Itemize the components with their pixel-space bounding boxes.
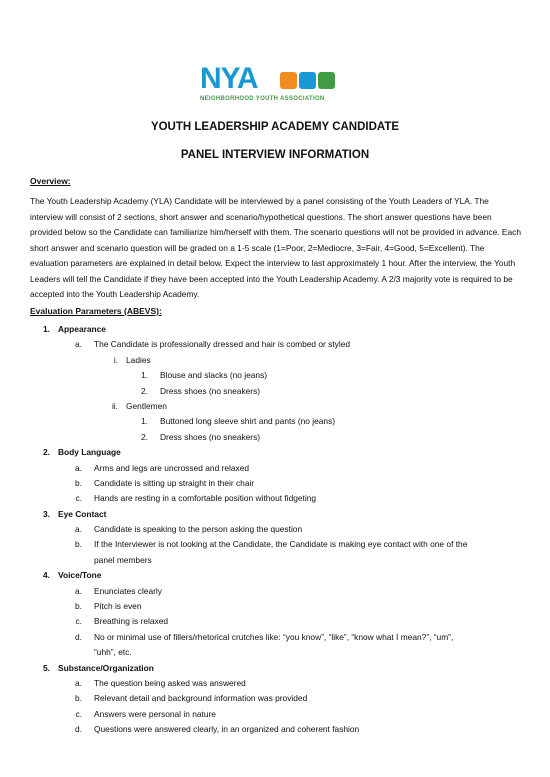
list-marker: 1.	[43, 324, 50, 334]
overview-heading: Overview:	[30, 176, 71, 186]
list-item	[0, 630, 550, 645]
list-marker: 5.	[43, 662, 50, 673]
list-marker: 2.	[43, 447, 50, 458]
list-item	[0, 537, 550, 552]
list-text: Gentlemen	[126, 400, 167, 411]
list-marker: 1.	[141, 416, 148, 427]
list-text: Hands are resting in a comfortable position without fidgeting	[94, 493, 317, 504]
list-text: Candidate is sitting up straight in their chair	[94, 477, 255, 488]
list-marker: a.	[75, 677, 82, 688]
list-text: Candidate is speaking to the person asking the question	[94, 524, 303, 535]
list-marker: i.	[113, 354, 118, 365]
list-text: Body Language	[58, 447, 121, 458]
list-item	[0, 491, 550, 506]
list-text: Voice/Tone	[58, 570, 102, 581]
list-item	[0, 384, 550, 399]
list-item	[0, 584, 550, 599]
document-title: YOUTH LEADERSHIP ACADEMY CANDIDATE	[150, 121, 400, 133]
overview-paragraph: The Youth Leadership Academy (YLA) Candidate will be interviewed by a panel consisting of the Youth Leaders of YLA. The interview will consist of 2 sections, short answer and scenario/hypothetical questions. The short answer questions have been provided below so the Candidate can familiarize him/herself with them. The scenario questions will not be provided in advance. Each short answer and scenario question will be graded on a 1-5 scale (1=Poor, 2=Mediocre, 3=Fair, 4=Good, 5=Excellent). The evaluation parameters are explained in detail below. Expect the interview to last approximately 1 hour. After the interview, the Youth Leaders will tell the Candidate if they have been accepted into the Youth Leadership Academy. A 2/3 majority vote is required to be accepted into the Youth Leadership Academy.	[30, 196, 521, 299]
list-item	[0, 399, 550, 414]
list-item	[0, 507, 550, 522]
list-item	[0, 461, 550, 476]
list-item	[0, 337, 550, 352]
logo-icons	[280, 72, 335, 89]
evaluation-list	[0, 322, 550, 738]
list-text: Answers were personal in nature	[94, 708, 216, 719]
list-text: Breathing is relaxed	[94, 616, 169, 627]
list-text: Dress shoes (no sneakers)	[160, 385, 261, 396]
list-item	[0, 368, 550, 383]
list-text: No or minimal use of fillers/rhetorical crutches like: “you know”, “like”, “know what I mean?”, “um”,	[94, 631, 454, 642]
list-item-continuation	[0, 553, 550, 568]
list-marker: a.	[75, 462, 82, 473]
list-text: Buttoned long sleeve shirt and pants (no jeans)	[160, 416, 336, 427]
list-marker: d.	[75, 631, 82, 642]
list-marker: 4.	[43, 570, 50, 581]
list-item	[0, 691, 550, 706]
list-item	[0, 445, 550, 460]
list-item	[0, 430, 550, 445]
list-marker: ii.	[111, 400, 118, 411]
nya-logo	[198, 64, 358, 110]
list-text: Questions were answered clearly, in an organized and coherent fashion	[94, 724, 360, 735]
house-icon	[299, 72, 316, 89]
list-text: Pitch is even	[94, 601, 142, 612]
list-marker: 3.	[43, 508, 50, 519]
people-icon	[280, 72, 297, 89]
logo-subtitle: NEIGHBORHOOD YOUTH ASSOCIATION	[200, 96, 325, 102]
list-item	[0, 476, 550, 491]
logo-letters: NYA	[200, 62, 258, 95]
list-item	[0, 661, 550, 676]
list-text: Enunciates clearly	[94, 585, 162, 596]
list-marker: b.	[75, 539, 82, 550]
list-text: Appearance	[58, 324, 106, 334]
list-text: Arms and legs are uncrossed and relaxed	[94, 462, 250, 473]
document-subtitle: PANEL INTERVIEW INFORMATION	[180, 149, 370, 161]
list-item	[0, 353, 550, 368]
list-text: Eye Contact	[58, 508, 107, 519]
list-text: Relevant detail and background information was provided	[94, 693, 308, 704]
list-item	[0, 676, 550, 691]
list-text: Dress shoes (no sneakers)	[160, 431, 261, 442]
list-item	[0, 414, 550, 429]
list-marker: 2.	[141, 385, 148, 396]
graduation-cap-icon	[318, 72, 335, 89]
list-item	[0, 722, 550, 737]
list-marker: b.	[75, 477, 82, 488]
list-marker: a.	[75, 524, 82, 535]
list-marker: b.	[75, 693, 82, 704]
list-marker: a.	[75, 585, 82, 596]
evaluation-heading: Evaluation Parameters (ABEVS):	[30, 306, 162, 316]
list-item	[0, 522, 550, 537]
list-item	[0, 322, 550, 337]
list-marker: c.	[75, 493, 82, 504]
list-marker: b.	[75, 601, 82, 612]
list-marker: 2.	[141, 431, 148, 442]
list-marker: a.	[75, 339, 82, 350]
logo-wordmark	[200, 64, 258, 94]
list-text: The Candidate is professionally dressed and hair is combed or styled	[94, 339, 351, 350]
list-item-continuation	[0, 645, 550, 660]
list-item	[0, 599, 550, 614]
list-marker: c.	[75, 708, 82, 719]
list-marker: 1.	[141, 370, 148, 381]
list-item	[0, 707, 550, 722]
list-marker: d.	[75, 724, 82, 735]
list-text: Blouse and slacks (no jeans)	[160, 370, 268, 381]
list-item	[0, 614, 550, 629]
list-marker: c.	[75, 616, 82, 627]
list-text: “uhh”, etc.	[94, 647, 132, 658]
list-text: panel members	[94, 554, 152, 565]
list-item	[0, 568, 550, 583]
list-text: The question being asked was answered	[94, 677, 246, 688]
list-text: If the Interviewer is not looking at the Candidate, the Candidate is making eye contact with one of the	[94, 539, 468, 550]
list-text: Substance/Organization	[58, 662, 154, 673]
list-text: Ladies	[126, 354, 151, 365]
